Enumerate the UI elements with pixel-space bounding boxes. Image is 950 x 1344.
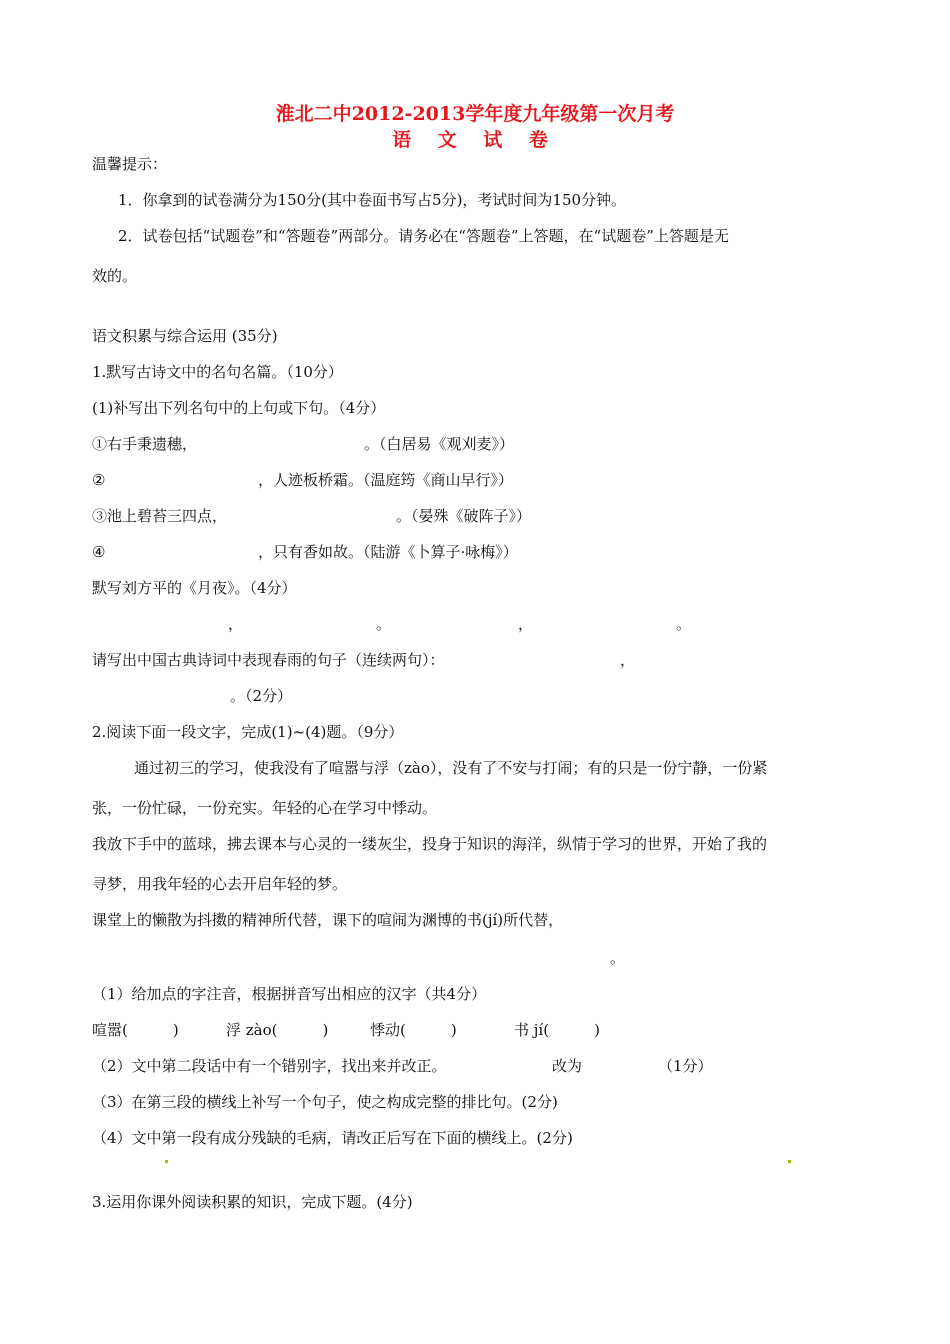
question-1-sub-3: 请写出中国古典诗词中表现春雨的句子（连续两句）： (92, 651, 445, 669)
blank-punct-1: ， (228, 615, 244, 633)
section-heading: 语文积累与综合运用 (35分) (92, 327, 278, 345)
passage-para-3-end: 。 (610, 949, 626, 967)
sub-3-end: 。（2分） (230, 687, 293, 705)
blank-punct-2: 。 (376, 615, 392, 633)
poem-line-3-start: ③池上碧苔三四点， (92, 507, 228, 525)
poem-line-1-start: ①右手秉遗穗， (92, 435, 198, 453)
notice-item-2-cont: 效的。 (92, 267, 138, 285)
decor-dot-left (165, 1160, 168, 1163)
passage-para-3: 课堂上的懒散为抖擞的精神所代替，课下的喧闹为渊博的书(jí)所代替， (92, 911, 564, 929)
fill-blank-1: 喧嚣( ) (92, 1021, 179, 1039)
poem-line-4-start: ④ (92, 543, 106, 561)
notice-label: 温馨提示： (92, 155, 168, 173)
poem-line-2-start: ② (92, 471, 106, 489)
passage-para-1: 通过初三的学习，使我没有了喧嚣与浮（zào），没有了不安与打闹；有的只是一份宁静，一份紧 (134, 759, 768, 777)
poem-line-3-end: 。（晏殊《破阵子》） (396, 507, 532, 525)
q2-sub-1: （1）给加点的字注音，根据拼音写出相应的汉字（共4分） (92, 985, 487, 1003)
question-1-sub-2: 默写刘方平的《月夜》。（4分） (92, 579, 297, 597)
poem-line-4-end: ，只有香如故。（陆游《卜算子·咏梅》） (258, 543, 518, 561)
fill-blank-4: 书 jí( ) (514, 1021, 600, 1039)
blank-punct-4: 。 (676, 615, 692, 633)
page-title: 淮北二中2012-2013学年度九年级第一次月考 (275, 103, 675, 125)
blank-punct-3: ， (518, 615, 534, 633)
poem-line-1-end: 。（白居易《观刈麦》） (364, 435, 515, 453)
question-2-title: 2.阅读下面一段文字，完成(1)~(4)题。（9分） (92, 723, 404, 741)
q2-sub-2-change-to: 改为 (552, 1057, 583, 1075)
page-subtitle: 语 文 试 卷 (392, 129, 558, 151)
passage-para-2-cont: 寻梦，用我年轻的心去开启年轻的梦。 (92, 875, 348, 893)
poem-line-2-end: ，人迹板桥霜。（温庭筠《商山早行》） (258, 471, 514, 489)
q2-sub-3: （3）在第三段的横线上补写一个句子，使之构成完整的排比句。(2分) (92, 1093, 558, 1111)
decor-dot-right (788, 1160, 791, 1163)
fill-blank-2: 浮 zào( ) (226, 1021, 329, 1039)
notice-item-2: 2．试卷包括“试题卷”和“答题卷”两部分。请务必在“答题卷”上答题，在“试题卷”上答题是无 (118, 227, 729, 245)
passage-para-1-cont: 张，一份忙碌，一份充实。年轻的心在学习中悸动。 (92, 799, 438, 817)
q2-sub-2-score: （1分） (658, 1057, 713, 1075)
sub-3-comma: ， (620, 651, 636, 669)
question-1-sub-1: (1)补写出下列名句中的上句或下句。（4分） (92, 399, 386, 417)
fill-blank-3: 悸动( ) (370, 1021, 457, 1039)
question-1-title: 1.默写古诗文中的名句名篇。（10分） (92, 363, 343, 381)
q2-sub-2: （2）文中第二段话中有一个错别字，找出来并改正。 (92, 1057, 447, 1075)
passage-para-2: 我放下手中的蓝球，拂去课本与心灵的一缕灰尘，投身于知识的海洋，纵情于学习的世界，开始了我的 (92, 835, 768, 853)
q2-sub-4: （4）文中第一段有成分残缺的毛病，请改正后写在下面的横线上。(2分) (92, 1129, 573, 1147)
notice-item-1: 1．你拿到的试卷满分为150分(其中卷面书写占5分)，考试时间为150分钟。 (118, 191, 627, 209)
question-3-title: 3.运用你课外阅读积累的知识，完成下题。(4分) (92, 1193, 413, 1211)
